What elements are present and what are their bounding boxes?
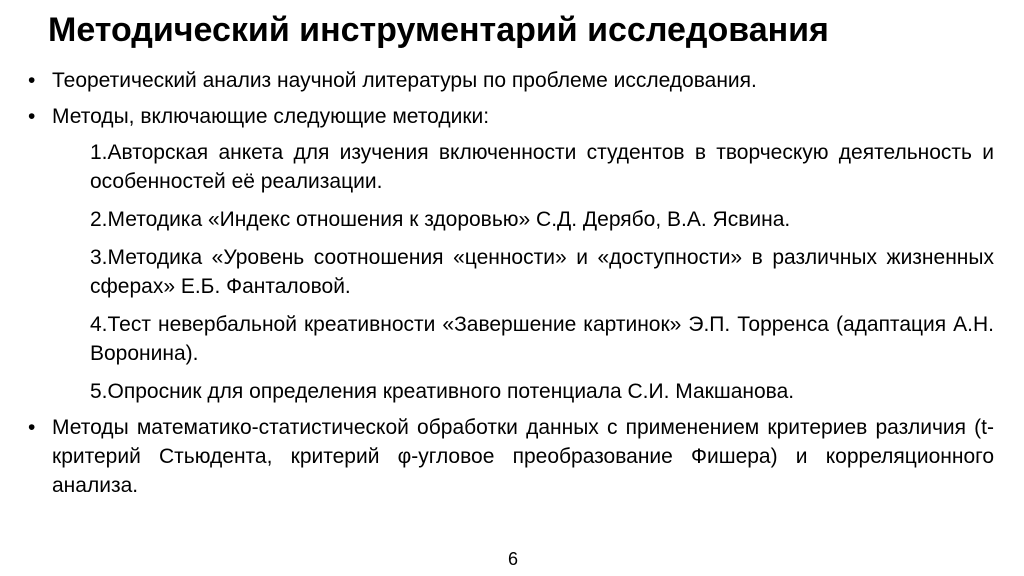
slide-title: Методический инструментарий исследования: [48, 11, 829, 49]
method-item-1: 1.Авторская анкета для изучения включенности студентов в творческую деятельность и особенностей её реализации.: [90, 141, 994, 193]
method-item-4: 4.Тест невербальной креативности «Завершение картинок» Э.П. Торренса (адаптация А.Н. Воронина).: [90, 313, 994, 365]
methods-list: [90, 138, 994, 406]
slide-content: [28, 66, 994, 507]
bullet-text: Методы математико-статистической обработки данных с применением критериев различия (t-критерий Стьюдента, критерий φ-угловое преобразование Фишера) и корреляционного анализа.: [52, 416, 994, 497]
bullet-item-methods: [28, 102, 994, 131]
method-item-5: 5.Опросник для определения креативного потенциала С.И. Макшанова.: [90, 380, 795, 403]
method-item-3: 3.Методика «Уровень соотношения «ценности» и «доступности» в различных жизненных сферах» Е.Б. Фанталовой.: [90, 246, 994, 298]
bullet-text: Теоретический анализ научной литературы по проблеме исследования.: [52, 69, 757, 92]
bullet-text: Методы, включающие следующие методики:: [52, 105, 490, 128]
bullet-item-statistical-methods: [28, 413, 994, 500]
method-item-2: 2.Методика «Индекс отношения к здоровью» С.Д. Дерябо, В.А. Ясвина.: [90, 208, 791, 231]
page-number: 6: [507, 549, 518, 569]
bullet-marker: •: [28, 105, 36, 128]
bullet-item-literature-analysis: [28, 66, 994, 95]
bullet-marker: •: [28, 416, 36, 439]
bullet-marker: •: [28, 69, 36, 92]
